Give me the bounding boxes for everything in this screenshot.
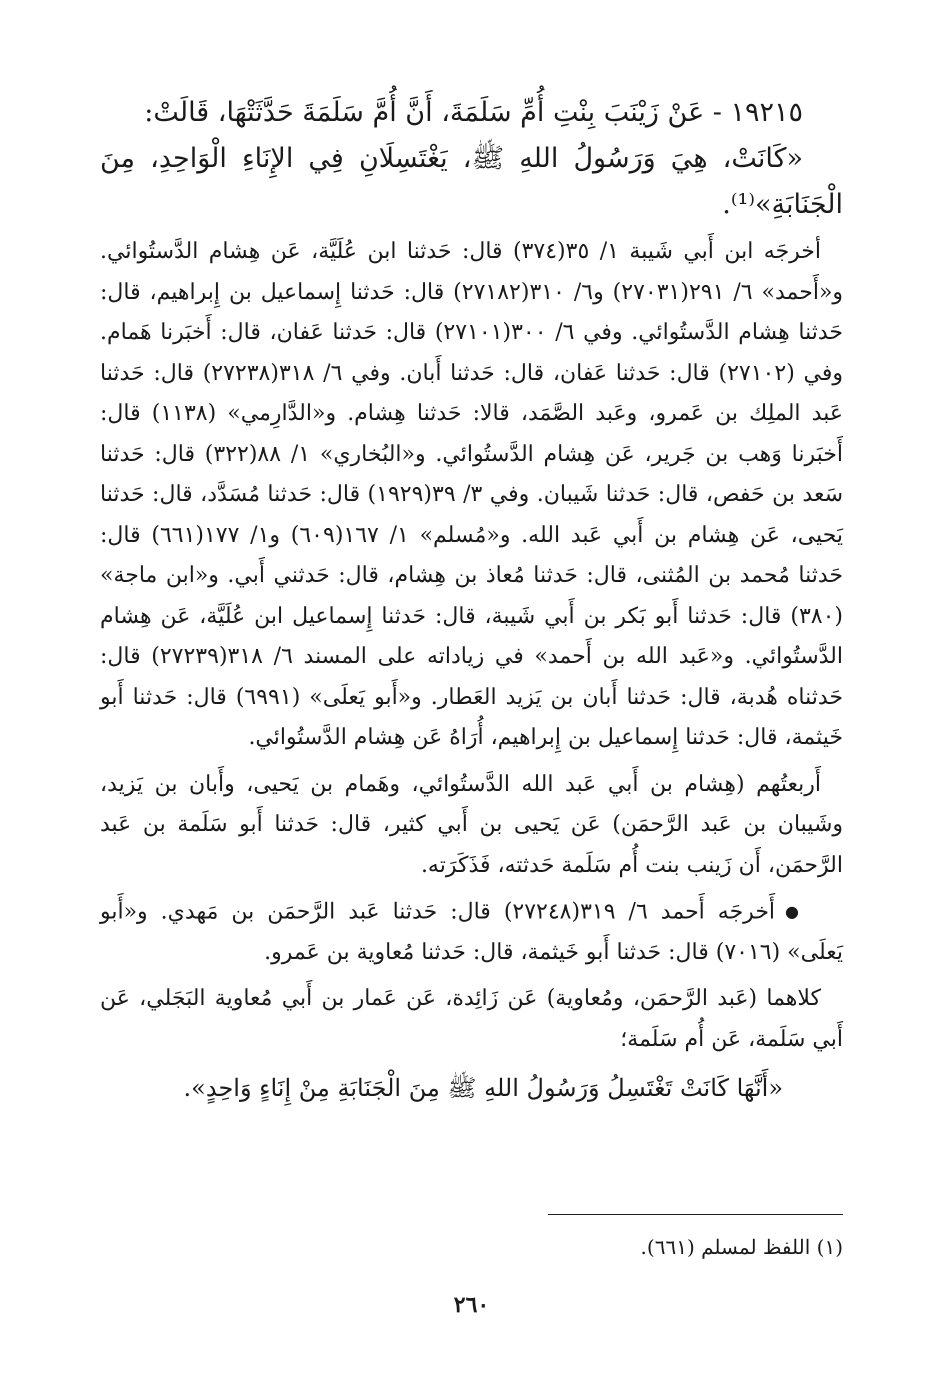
footnote-divider: [548, 1214, 843, 1215]
takhrij-paragraph-3: [100, 892, 843, 973]
page-number: ٢٦٠: [453, 1292, 490, 1318]
bullet-icon: ●: [785, 902, 799, 921]
final-matn: «أَنَّهَا كَانَتْ تَغْتَسِلُ وَرَسُولُ اللهِ ﷺ مِنَ الْجَنَابَةِ مِنْ إِنَاءٍ وَاحِدٍ».: [183, 1074, 783, 1103]
hadith-header: ١٩٢١٥ - عَنْ زَيْنَبَ بِنْتِ أُمِّ سَلَمَةَ، أَنَّ أُمَّ سَلَمَةَ حَدَّثَتْهَا، قَالَتْ:: [144, 97, 803, 128]
page-body: [100, 90, 843, 1110]
footnote: (١) اللفظ لمسلم (٦٦١).: [640, 1235, 843, 1259]
hadith-matn: «كَانَتْ، هِيَ وَرَسُولُ اللهِ ﷺ، يَغْتَسِلَانِ فِي الإِنَاءِ الْوَاحِدِ، مِنَ الْجَنَابَةِ»⁽¹⁾.: [100, 143, 843, 220]
takhrij-paragraph-1: أخرجَه ابن أَبي شَيبة ١/ ٣٥(٣٧٤) قال: حَدثنا ابن عُلَيَّة، عَن هِشام الدَّستُوائي. و«أَحمد» ٦/ ٢٩١(٢٧٠٣١) و٦/ ٣١٠(٢٧١٨٢) قال: حَدثنا إِسماعيل بن إِبراهيم، قال: حَدثنا هِشام الدَّستُوائي. وفي ٦/ ٣٠٠(٢٧١٠١) قال: حَدثنا عَفان، قال: أَخبَرنا هَمام. وفي (٢٧١٠٢) قال: حَدثنا عَفان، قال: حَدثنا أَبان. وفي ٦/ ٣١٨(٢٧٢٣٨) قال: حَدثنا عَبد الملِك بن عَمرو، وعَبد الصَّمَد، قالا: حَدثنا هِشام. و«الدَّارِمي» (١١٣٨) قال: أَخبَرنا وَهب بن جَرير، عَن هِشام الدَّستُوائي. و«البُخاري» ١/ ٨٨(٣٢٢) قال: حَدثنا سَعد بن حَفص، قال: حَدثنا شَيبان. وفي ٣/ ٣٩(١٩٢٩) قال: حَدثنا مُسَدَّد، قال: حَدثنا يَحيى، عَن هِشام بن أَبي عَبد الله. و«مُسلم» ١/ ١٦٧(٦٠٩) و١/ ١٧٧(٦٦١) قال: حَدثنا مُحمد بن المُثنى، قال: حَدثنا مُعاذ بن هِشام، قال: حَدثني أَبي. و«ابن ماجة» (٣٨٠) قال: حَدثنا أَبو بَكر بن أَبي شَيبة، قال: حَدثنا إِسماعيل ابن عُلَيَّة، عَن هِشام الدَّستُوائي. و«عَبد الله بن أَحمد» في زياداته على المسند ٦/ ٣١٨(٢٧٢٣٩) قال: حَدثناه هُدبة، قال: حَدثنا أَبان بن يَزيد العَطار. و«أَبو يَعلَى» (٦٩٩١) قال: حَدثنا أَبو خَيثمة، قال: حَدثنا إِسماعيل بن إِبراهيم، أُرَاهُ عَن هِشام الدَّستُوائي.: [100, 239, 844, 750]
takhrij-paragraph-2: أَربعتُهم (هِشام بن أَبي عَبد الله الدَّستُوائي، وهَمام بن يَحيى، وأَبان بن يَزيد، وشَيبان بن عَبد الرَّحمَن) عَن يَحيى بن أَبي كثير، قال: حَدثنا أَبو سَلَمة بن عَبد الرَّحمَن، أَن زَينب بنت أُم سَلَمة حَدثته، فَذَكَرَته.: [100, 771, 843, 878]
takhrij-paragraph-4: كلاهما (عَبد الرَّحمَن، ومُعاوية) عَن زَائِدة، عَن عَمار بن أَبي مُعاوية البَجَلي، عَن أَبي سَلَمة، عَن أُم سَلَمة؛: [100, 986, 843, 1052]
takhrij-paragraph-3-text: أَخرجَه أَحمد ٦/ ٣١٩(٢٧٢٤٨) قال: حَدثنا عَبد الرَّحمَن بن مَهدي. و«أَبو يَعلَى» (٧٠١٦) قال: حَدثنا أَبو خَيثمة، قال: حَدثنا مُعاوية بن عَمرو.: [100, 899, 843, 965]
